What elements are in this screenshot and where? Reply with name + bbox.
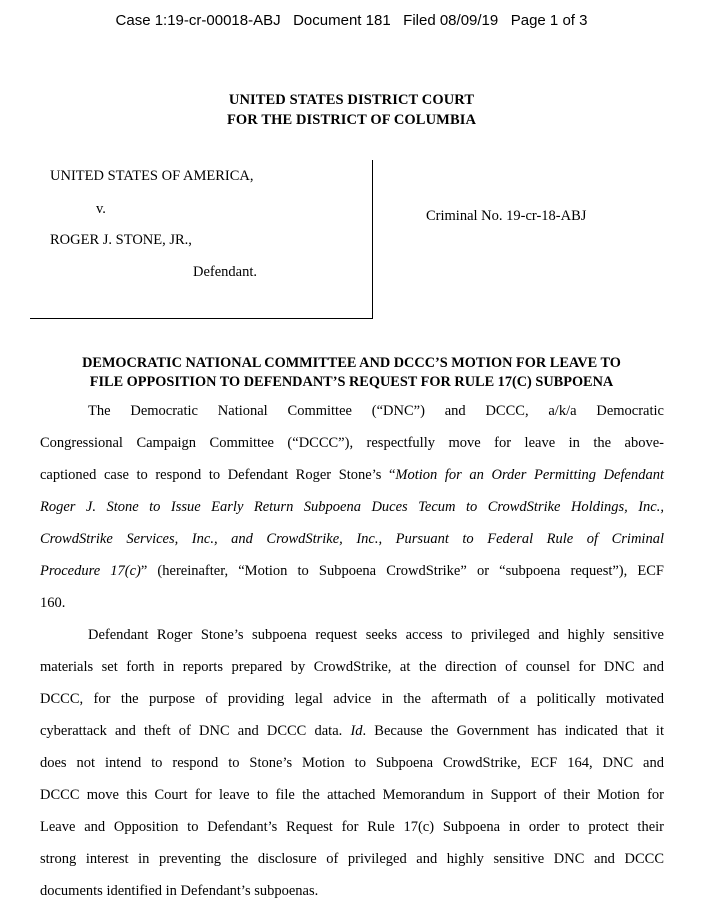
paragraph-line: Leave and Opposition to Defendant’s Request for Rule 17(c) Subpoena in order to protect their [40,819,664,835]
caption-defendant-role: Defendant. [193,264,258,280]
paragraph-line: Procedure 17(c)” (hereinafter, “Motion to Subpoena CrowdStrike” or “subpoena request”), ECF [40,563,664,579]
paragraph-line: cyberattack and theft of DNC and DCCC data. Id. Because the Government has indicated that it [40,723,664,739]
paragraph-line: DCCC, for the purpose of providing legal advice in the aftermath of a politically motivated [40,691,664,707]
paragraph-line: materials set forth in reports prepared by CrowdStrike, at the direction of counsel for DNC and [40,659,664,675]
court-name-line2: FOR THE DISTRICT OF COLUMBIA [226,112,477,128]
paragraph-line: CrowdStrike Services, Inc., and CrowdStrike, Inc., Pursuant to Federal Rule of Criminal [40,531,664,547]
case-header: Case 1:19-cr-00018-ABJ Document 181 Filed 08/09/19 Page 1 of 3 [115,12,588,29]
paragraph-line: does not intend to respond to Stone’s Motion to Subpoena CrowdStrike, ECF 164, DNC and [40,755,664,771]
caption-versus: v. [96,201,106,217]
caption-plaintiff: UNITED STATES OF AMERICA, [50,168,254,184]
paragraph-line: Congressional Campaign Committee (“DCCC”), respectfully move for leave in the above- [40,435,664,451]
motion-title-line1: DEMOCRATIC NATIONAL COMMITTEE AND DCCC’S MOTION FOR LEAVE TO [82,355,621,371]
caption-defendant-name: ROGER J. STONE, JR., [50,232,192,248]
paragraph-line: documents identified in Defendant’s subpoenas. [40,883,319,899]
paragraph-line: 160. [40,595,66,611]
criminal-number: Criminal No. 19-cr-18-ABJ [426,208,587,224]
paragraph-line: Roger J. Stone to Issue Early Return Subpoena Duces Tecum to CrowdStrike Holdings, Inc., [40,499,664,515]
motion-title-line2: FILE OPPOSITION TO DEFENDANT’S REQUEST FOR RULE 17(C) SUBPOENA [89,374,614,390]
court-name-line1: UNITED STATES DISTRICT COURT [228,92,475,108]
paragraph-line: DCCC move this Court for leave to file the attached Memorandum in Support of their Motion for [40,787,664,803]
paragraph-line: The Democratic National Committee (“DNC”) and DCCC, a/k/a Democratic [88,403,664,419]
paragraph-line: Defendant Roger Stone’s subpoena request seeks access to privileged and highly sensitive [88,627,664,643]
paragraph-line: strong interest in preventing the disclosure of privileged and highly sensitive DNC and DCCC [40,851,664,867]
paragraph-line: captioned case to respond to Defendant Roger Stone’s “Motion for an Order Permitting Defendant [40,467,664,483]
